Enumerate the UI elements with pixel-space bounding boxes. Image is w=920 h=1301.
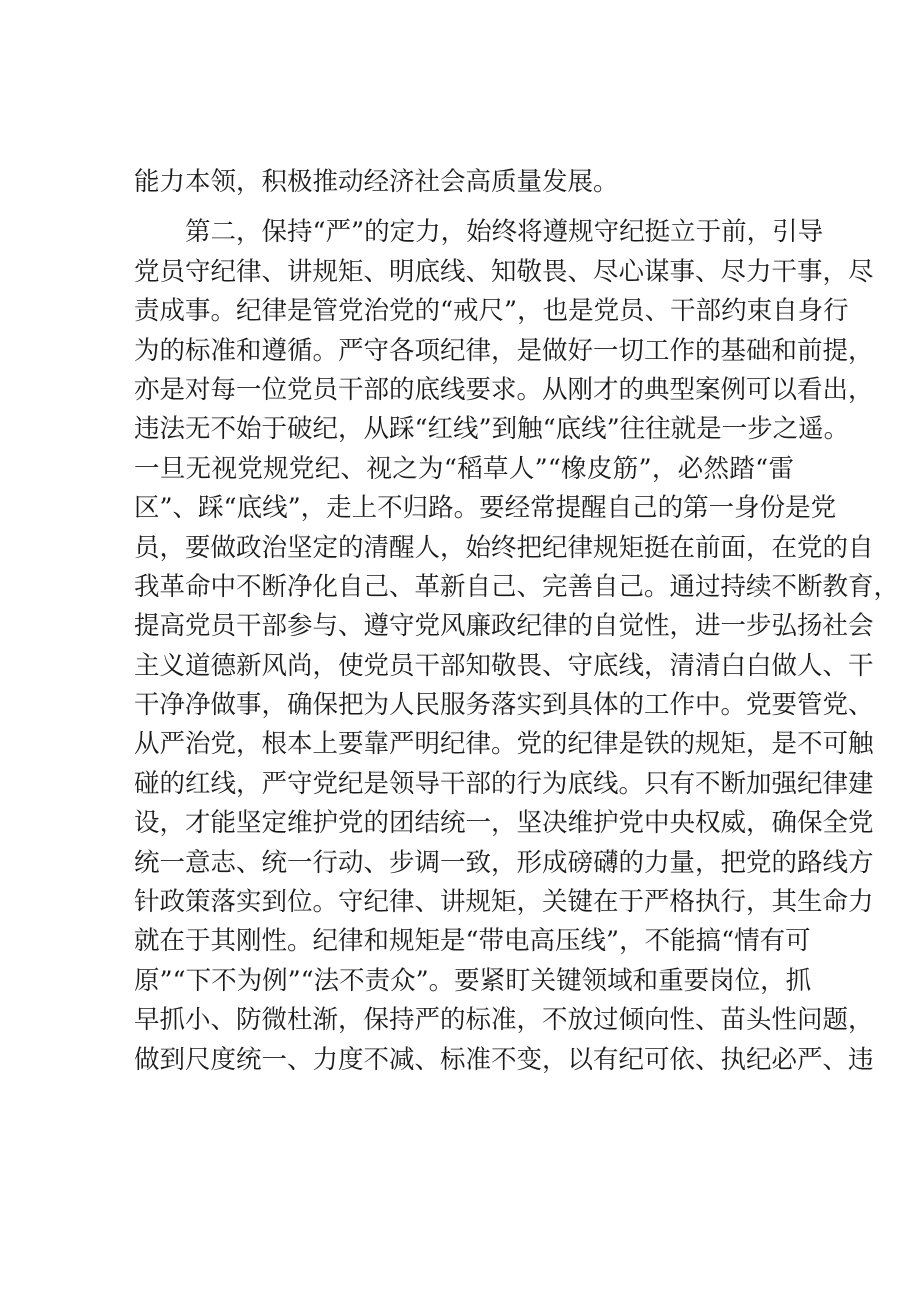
text-line: 就在于其刚性。纪律和规矩是“带电高压线”，不能搞“情有可 [134, 926, 811, 957]
text-line: 员，要做政治坚定的清醒人，始终把纪律规矩挺在前面，在党的自 [134, 532, 874, 563]
paragraph-2 [134, 213, 900, 1080]
text-line: 违法无不始于破纪，从踩“红线”到触“底线”往往就是一步之遥。 [134, 414, 850, 445]
text-line: 党员守纪律、讲规矩、明底线、知敬畏、尽心谋事、尽力干事，尽 [134, 256, 874, 287]
text-line: 我革命中不断净化自己、革新自己、完善自己。通过持续不断教育， [134, 571, 900, 602]
text-line: 区”、踩“底线”，走上不归路。要经常提醒自己的第一身份是党 [134, 493, 837, 524]
text-line: 责成事。纪律是管党治党的“戒尺”，也是党员、干部约束自身行 [134, 296, 849, 327]
paragraph-spacing [134, 202, 794, 213]
text-line: 亦是对每一位党员干部的底线要求。从刚才的典型案例可以看出， [134, 374, 874, 405]
text-line: 能力本领，积极推动经济社会高质量发展。 [134, 167, 619, 197]
text-line: 统一意志、统一行动、步调一致，形成磅礴的力量，把党的路线方 [134, 847, 874, 878]
text-line: 设，才能坚定维护党的团结统一，坚决维护党中央权威，确保全党 [134, 808, 874, 839]
text-line: 第二，保持“严”的定力，始终将遵规守纪挺立于前，引导 [185, 217, 824, 248]
text-line: 针政策落实到位。守纪律、讲规矩，关键在于严格执行，其生命力 [134, 887, 874, 918]
text-line: 一旦无视党规党纪、视之为“稻草人”“橡皮筋”，必然踏“雷 [134, 453, 794, 484]
text-line: 主义道德新风尚，使党员干部知敬畏、守底线，清清白白做人、干 [134, 650, 874, 681]
text-line: 为的标准和遵循。严守各项纪律，是做好一切工作的基础和前提， [134, 335, 874, 366]
text-line: 早抓小、防微杜渐，保持严的标准，不放过倾向性、苗头性问题， [134, 1005, 874, 1036]
body-text [134, 163, 900, 1080]
text-line: 碰的红线，严守党纪是领导干部的行为底线。只有不断加强纪律建 [134, 768, 874, 799]
text-line: 从严治党，根本上要靠严明纪律。党的纪律是铁的规矩，是不可触 [134, 729, 874, 760]
paragraph-1 [134, 163, 794, 202]
text-line: 做到尺度统一、力度不减、标准不变，以有纪可依、执纪必严、违 [134, 1044, 874, 1075]
text-line: 提高党员干部参与、遵守党风廉政纪律的自觉性，进一步弘扬社会 [134, 611, 874, 642]
text-line: 原”“下不为例”“法不责众”。要紧盯关键领域和重要岗位，抓 [134, 965, 812, 996]
text-line: 干净净做事，确保把为人民服务落实到具体的工作中。党要管党、 [134, 690, 874, 721]
